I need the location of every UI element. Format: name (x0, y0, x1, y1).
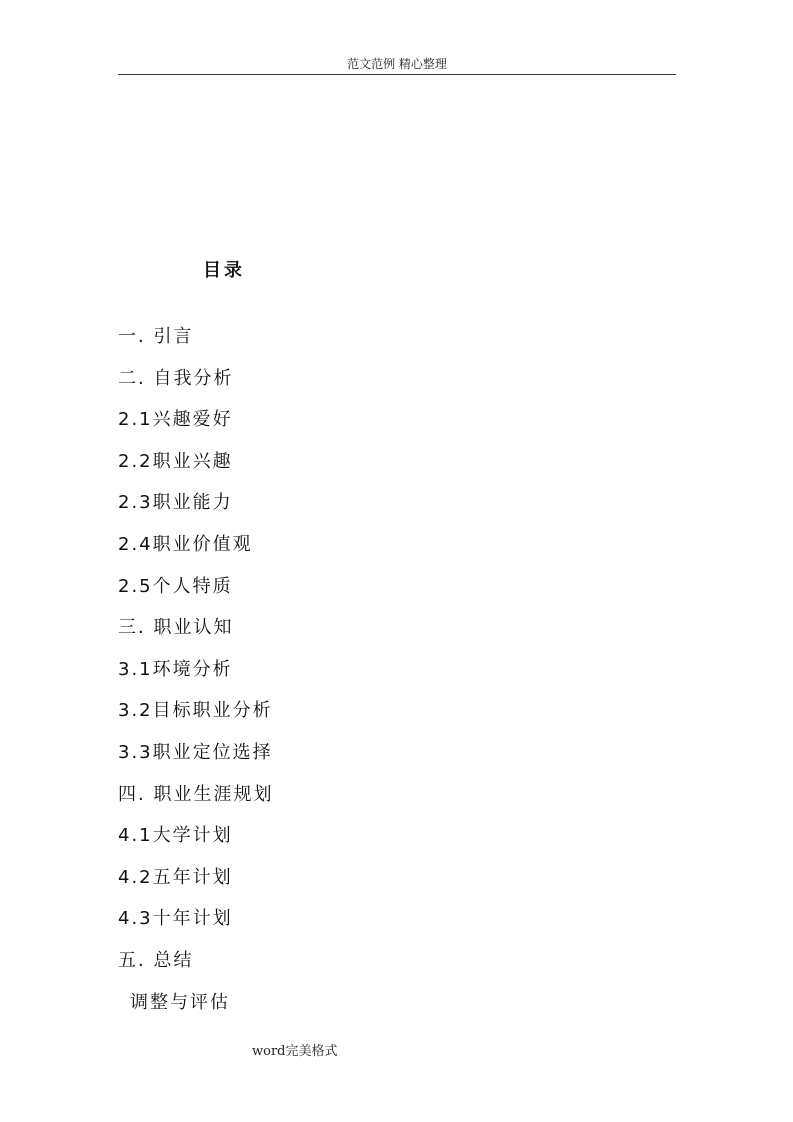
toc-item: 3.1环境分析 (118, 658, 233, 680)
table-of-contents (118, 322, 273, 1029)
toc-item: 4.2五年计划 (118, 866, 233, 888)
toc-item: 四. 职业生涯规划 (118, 783, 274, 805)
toc-item: 3.2目标职业分析 (118, 700, 273, 722)
toc-item: 五. 总结 (118, 949, 194, 971)
page-footer: word完美格式 (252, 1044, 338, 1059)
toc-item: 一. 引言 (118, 326, 194, 347)
toc-item: 二. 自我分析 (118, 367, 234, 389)
toc-item: 2.4职业价值观 (118, 533, 253, 555)
page-header: 范文范例 精心整理 (118, 56, 676, 75)
toc-item: 2.5个人特质 (118, 575, 233, 597)
toc-item: 调整与评估 (130, 991, 230, 1013)
toc-item: 2.2职业兴趣 (118, 450, 233, 472)
toc-item: 3.3职业定位选择 (118, 741, 273, 763)
toc-title: 目录 (203, 260, 245, 281)
toc-item: 4.1大学计划 (118, 825, 233, 847)
toc-item: 2.3职业能力 (118, 492, 233, 514)
toc-item: 2.1兴趣爱好 (118, 409, 233, 431)
toc-item: 三. 职业认知 (118, 617, 234, 639)
toc-item: 4.3十年计划 (118, 908, 233, 930)
